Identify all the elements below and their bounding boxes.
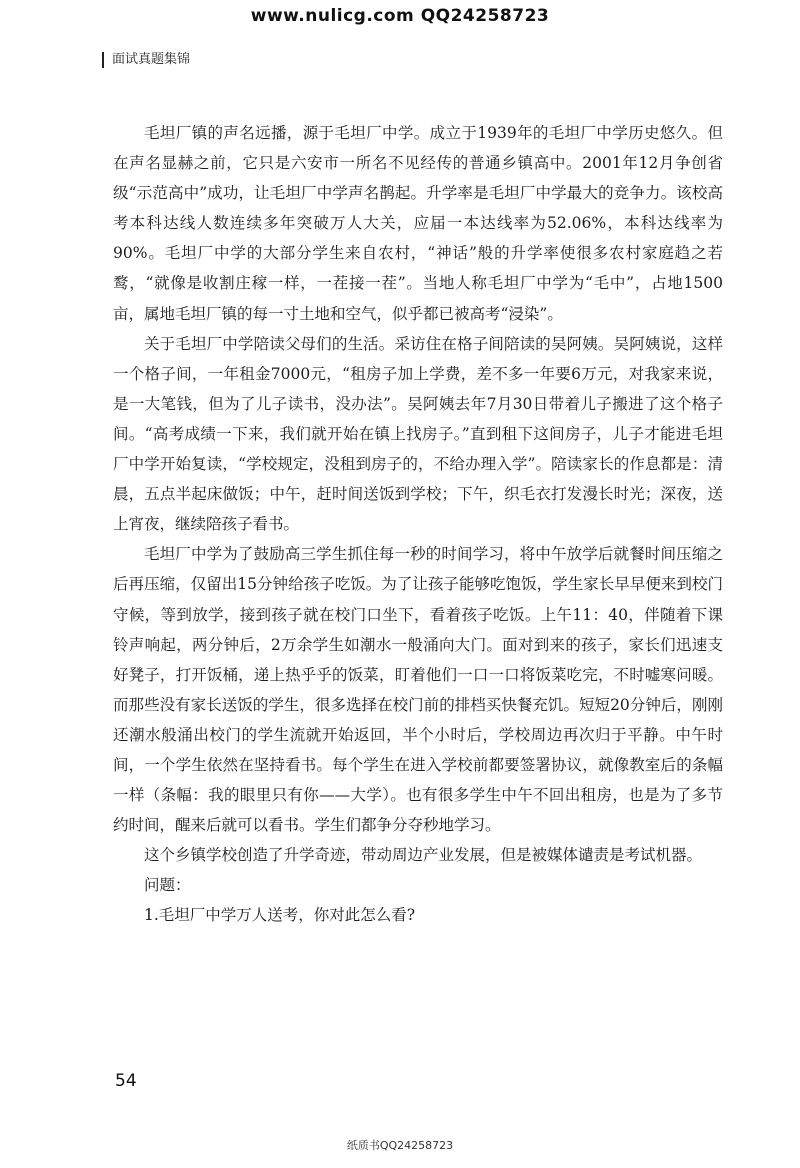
- paragraph-3: 毛坦厂中学为了鼓励高三学生抓住每一秒的时间学习，将中午放学后就餐时间压缩之后再压缩，仅留出15分钟给孩子吃饭。为了让孩子能够吃饱饭，学生家长早早便来到校门守候，等到放学，接到孩子就在校门口坐下，看着孩子吃饭。上午11：40，伴随着下课铃声响起，两分钟后，2万余学生如潮水一般涌向大门。面对到来的孩子，家长们迅速支好凳子，打开饭桶，递上热乎乎的饭菜，盯着他们一口一口将饭菜吃完，不时嘘寒问暖。而那些没有家长送饭的学生，很多选择在校门前的排档买快餐充饥。短短20分钟后，刚刚还潮水般涌出校门的学生流就开始返回，半个小时后，学校周边再次归于平静。中午时间，一个学生依然在坚持看书。每个学生在进入学校前都要签署协议，就像教室后的条幅一样（条幅：我的眼里只有你——大学）。也有很多学生中午不回出租房，也是为了多节约时间，醒来后就可以看书。学生们都争分夺秒地学习。: [113, 545, 723, 835]
- top-banner-url: www.nulicg.com QQ24258723: [250, 6, 550, 26]
- paragraph-2: 关于毛坦厂中学陪读父母们的生活。采访住在格子间陪读的吴阿姨。吴阿姨说，这样一个格子间，一年租金7000元，“租房子加上学费，差不多一年要6万元，对我家来说，是一大笔钱，但为了儿子读书，没办法”。吴阿姨去年7月30日带着儿子搬进了这个格子间。“高考成绩一下来，我们就开始在镇上找房子。”直到租下这间房子，儿子才能进毛坦厂中学开始复读，“学校规定，没租到房子的，不给办理入学”。陪读家长的作息都是：清晨，五点半起床做饭；中午，赶时间送饭到学校；下午，织毛衣打发漫长时光；深夜，送上宵夜，继续陪孩子看书。: [113, 334, 723, 534]
- question-1: 1.毛坦厂中学万人送考，你对此怎么看?: [144, 906, 416, 925]
- article-body: [113, 118, 723, 931]
- question-label: 问题：: [144, 876, 191, 895]
- footer-watermark: 纸质书QQ24258723: [346, 1139, 454, 1152]
- page-number: 54: [115, 1071, 137, 1091]
- paragraph-4: 这个乡镇学校创造了升学奇迹，带动周边产业发展，但是被媒体谴责是考试机器。: [144, 846, 703, 865]
- paragraph-1: 毛坦厂镇的声名远播，源于毛坦厂中学。成立于1939年的毛坦厂中学历史悠久。但在声名显赫之前，它只是六安市一所名不见经传的普通乡镇高中。2001年12月争创省级“示范高中”成功，让毛坦厂中学声名鹊起。升学率是毛坦厂中学最大的竞争力。该校高考本科达线人数连续多年突破万人大关，应届一本达线率为52.06%，本科达线率为90%。毛坦厂中学的大部分学生来自农村，“神话”般的升学率使很多农村家庭趋之若鹜，“就像是收割庄稼一样，一茬接一茬”。当地人称毛坦厂中学为“毛中”，占地1500亩，属地毛坦厂镇的每一寸土地和空气，似乎都已被高考“浸染”。: [113, 124, 723, 323]
- running-header: 面试真题集锦: [102, 52, 190, 68]
